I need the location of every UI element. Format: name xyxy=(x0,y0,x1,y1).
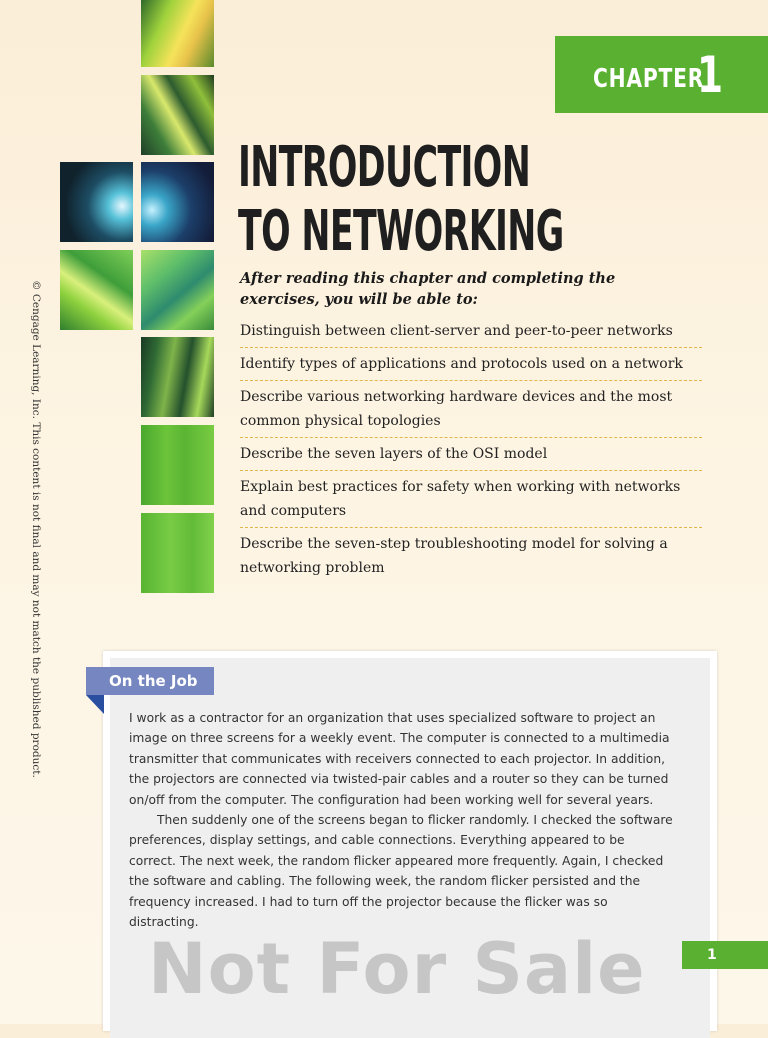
objective-item: Describe the seven layers of the OSI model xyxy=(240,438,702,471)
objective-item: Identify types of applications and protocols used on a network xyxy=(240,348,702,381)
chapter-title xyxy=(238,136,564,264)
image-tile xyxy=(60,162,133,242)
objective-item: Describe the seven-step troubleshooting model for solving a networking problem xyxy=(240,536,668,576)
objectives-list xyxy=(240,315,702,584)
image-tile xyxy=(141,513,214,593)
watermark: Not For Sale xyxy=(148,928,646,1010)
image-tile xyxy=(141,75,214,155)
page-number: 1 xyxy=(682,941,768,969)
objective-item: Describe various networking hardware devices and the most common physical topologies xyxy=(240,381,702,438)
chapter-label: CHAPTER xyxy=(593,64,705,94)
paragraph: I work as a contractor for an organization that uses specialized software to project an image on three screens for a weekly event. The computer is connected to a multimedia transmitter that communicates with receivers connected to each projector. In addition, the projectors are connected via twisted-pair cables and a router so they can be turned on/off from the computer. The configuration had been working well for several years. xyxy=(129,711,670,807)
image-tile xyxy=(141,425,214,505)
objectives-intro: After reading this chapter and completing the exercises, you will be able to: xyxy=(240,270,616,308)
chapter-badge xyxy=(555,36,768,113)
chapter-title-line-2: TO NETWORKING xyxy=(238,199,564,264)
label-fold-decoration xyxy=(86,695,104,714)
image-tile xyxy=(141,337,214,417)
copyright-notice: © Cengage Learning, Inc. This content is not final and may not match the published product. xyxy=(30,280,42,778)
objective-item: Distinguish between client-server and peer-to-peer networks xyxy=(240,315,702,348)
on-the-job-text xyxy=(129,708,674,932)
objective-item: Explain best practices for safety when working with networks and computers xyxy=(240,471,702,528)
image-tile xyxy=(60,250,133,330)
on-the-job-label: On the Job xyxy=(86,667,214,695)
chapter-title-line-1: INTRODUCTION xyxy=(238,135,531,200)
image-tile xyxy=(141,0,214,67)
image-tile xyxy=(141,250,214,330)
paragraph: Then suddenly one of the screens began to flicker randomly. I checked the software preferences, display settings, and cable connections. Everything appeared to be correct. The next week, the random flicker appeared more frequently. Again, I checked the software and cabling. The following week, the random flicker persisted and the frequency increased. I had to turn off the projector because the flicker was so distracting. xyxy=(129,813,673,930)
chapter-number: 1 xyxy=(697,46,724,104)
image-tile xyxy=(141,162,214,242)
